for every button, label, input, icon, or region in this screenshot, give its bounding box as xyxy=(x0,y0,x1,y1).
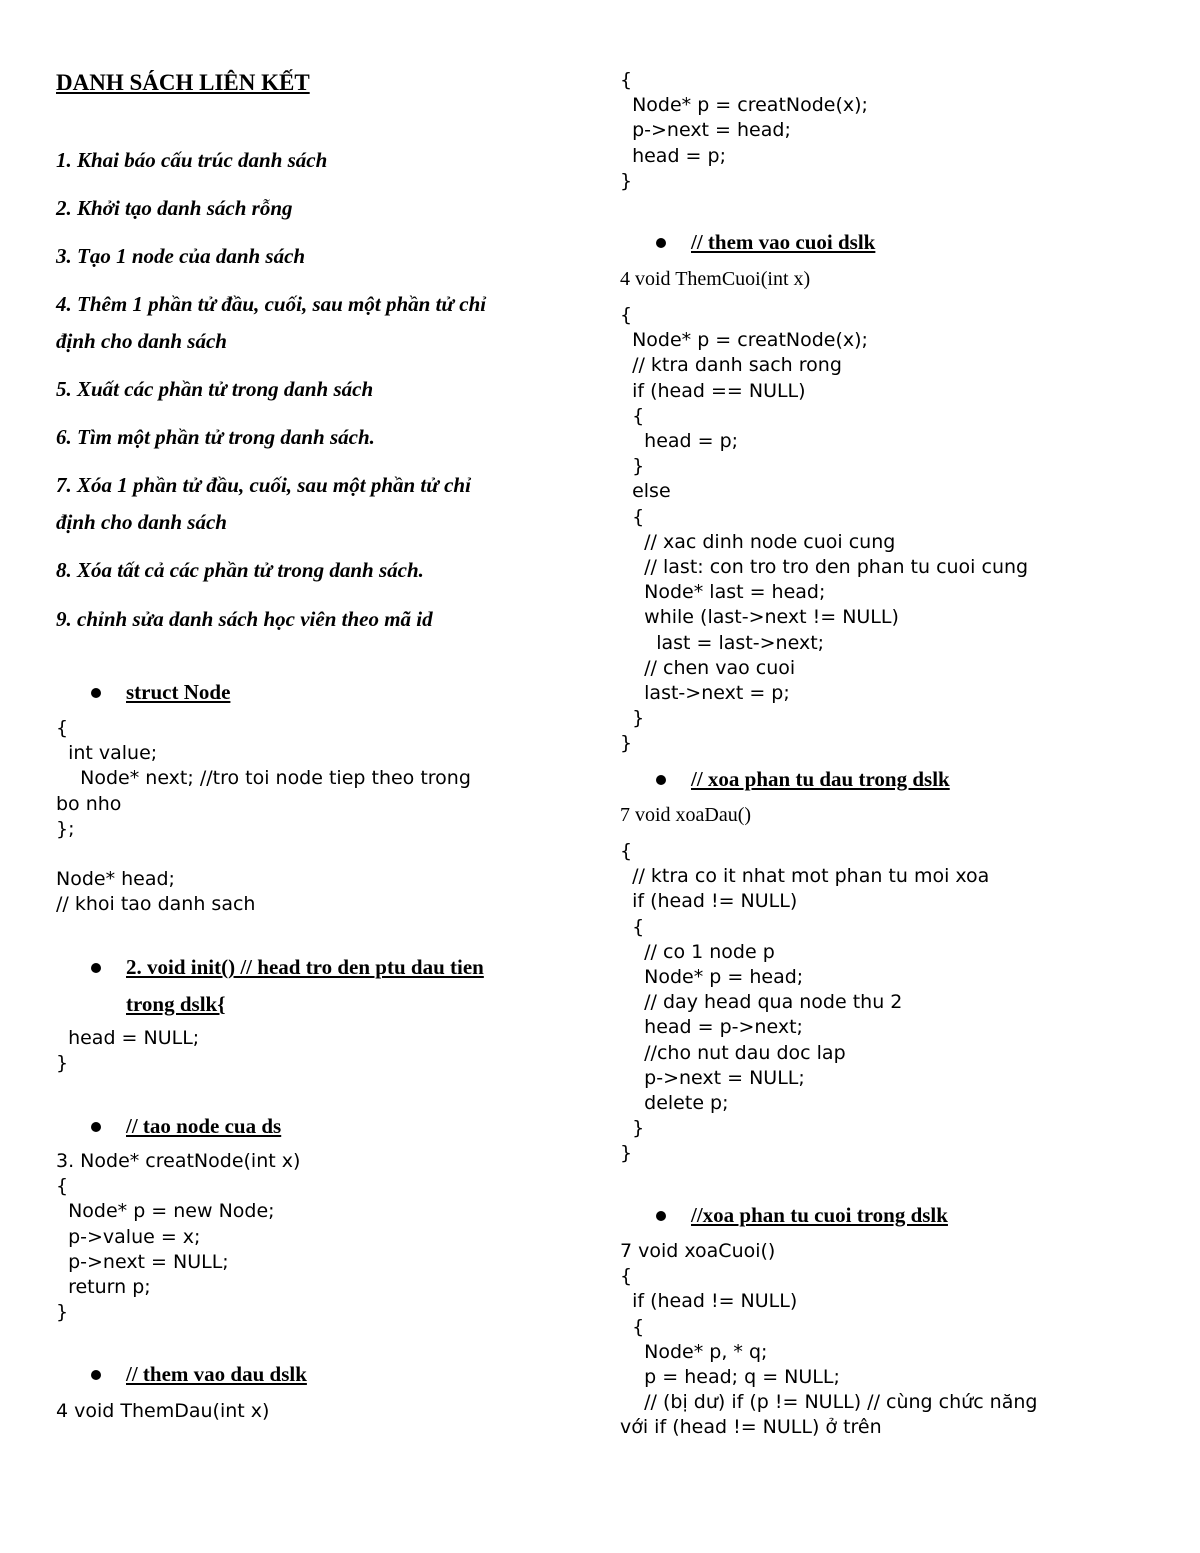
toc-item: 6. Tìm một phần tử trong danh sách. xyxy=(56,425,375,449)
code-block-themdau-body: { Node* p = creatNode(x); p->next = head; head = p; } xyxy=(620,69,868,192)
section-heading-text: trong dslk{ xyxy=(126,992,226,1016)
section-heading-text: //xoa phan tu cuoi trong dslk xyxy=(691,1203,948,1227)
section-heading-text: // them vao cuoi dslk xyxy=(691,230,876,254)
toc-item: 4. Thêm 1 phần tử đầu, cuối, sau một phần tử chỉ xyxy=(56,292,487,316)
toc-item: 3. Tạo 1 node của danh sách xyxy=(56,244,306,268)
toc-item: định cho danh sách xyxy=(56,329,227,353)
section-heading-text: 2. void init() // head tro den ptu dau tien xyxy=(126,955,484,979)
bullet-icon xyxy=(91,688,101,698)
bullet-icon xyxy=(656,775,666,785)
code-block-themcuoi-body: { Node* p = creatNode(x); // ktra danh sach rong if (head == NULL) { head = p; } else { // xac dinh node cuoi cung // last: con tro tro den phan tu cuoi cung Node* last = head; while (last->next != NULL) last = last->next; // chen vao cuoi last->next = p; } } xyxy=(620,304,1029,755)
code-block-xoadau-body: { // ktra co it nhat mot phan tu moi xoa if (head != NULL) { // co 1 node p Node* p = head; // day head qua node thu 2 head = p->next; //cho nut dau doc lap p->next = NULL; delete p; } } xyxy=(620,840,990,1165)
section-heading-text: // them vao dau dslk xyxy=(126,1362,307,1386)
page-title: DANH SÁCH LIÊN KẾT xyxy=(56,70,310,95)
toc-item: 5. Xuất các phần tử trong danh sách xyxy=(56,377,374,401)
code-block-create-node: 3. Node* creatNode(int x) { Node* p = new Node; p->value = x; p->next = NULL; return p; } xyxy=(56,1150,301,1324)
bullet-icon xyxy=(91,1122,101,1132)
section-heading-text: // tao node cua ds xyxy=(126,1114,282,1138)
bullet-icon xyxy=(91,1370,101,1380)
function-signature-xoadau: 7 void xoaDau() xyxy=(620,804,752,826)
section-heading-text: // xoa phan tu dau trong dslk xyxy=(691,767,950,791)
code-block-xoacuoi: 7 void xoaCuoi() { if (head != NULL) { Node* p, * q; p = head; q = NULL; // (bị dư) if (p != NULL) // cùng chức năng với if (head != NULL) ở trên xyxy=(620,1240,1038,1439)
bullet-icon xyxy=(656,238,666,248)
section-heading-text: struct Node xyxy=(126,680,231,704)
code-line-themdau-signature: 4 void ThemDau(int x) xyxy=(56,1400,270,1422)
bullet-icon xyxy=(91,963,101,973)
bullet-icon xyxy=(656,1211,666,1221)
code-block-struct: { int value; Node* next; //tro toi node tiep theo trong bo nho }; Node* head; // khoi tao danh sach xyxy=(56,717,471,916)
toc-item: định cho danh sách xyxy=(56,510,227,534)
function-signature-themcuoi: 4 void ThemCuoi(int x) xyxy=(620,268,811,290)
toc-item: 1. Khai báo cấu trúc danh sách xyxy=(56,148,328,172)
code-block-init: head = NULL; } xyxy=(56,1027,200,1075)
toc-item: 7. Xóa 1 phần tử đầu, cuối, sau một phần tử chỉ xyxy=(56,473,471,497)
toc-item: 8. Xóa tất cả các phần tử trong danh sách. xyxy=(56,558,424,582)
toc-item: 2. Khởi tạo danh sách rỗng xyxy=(56,196,293,220)
toc-item: 9. chỉnh sửa danh sách học viên theo mã id xyxy=(56,607,433,631)
